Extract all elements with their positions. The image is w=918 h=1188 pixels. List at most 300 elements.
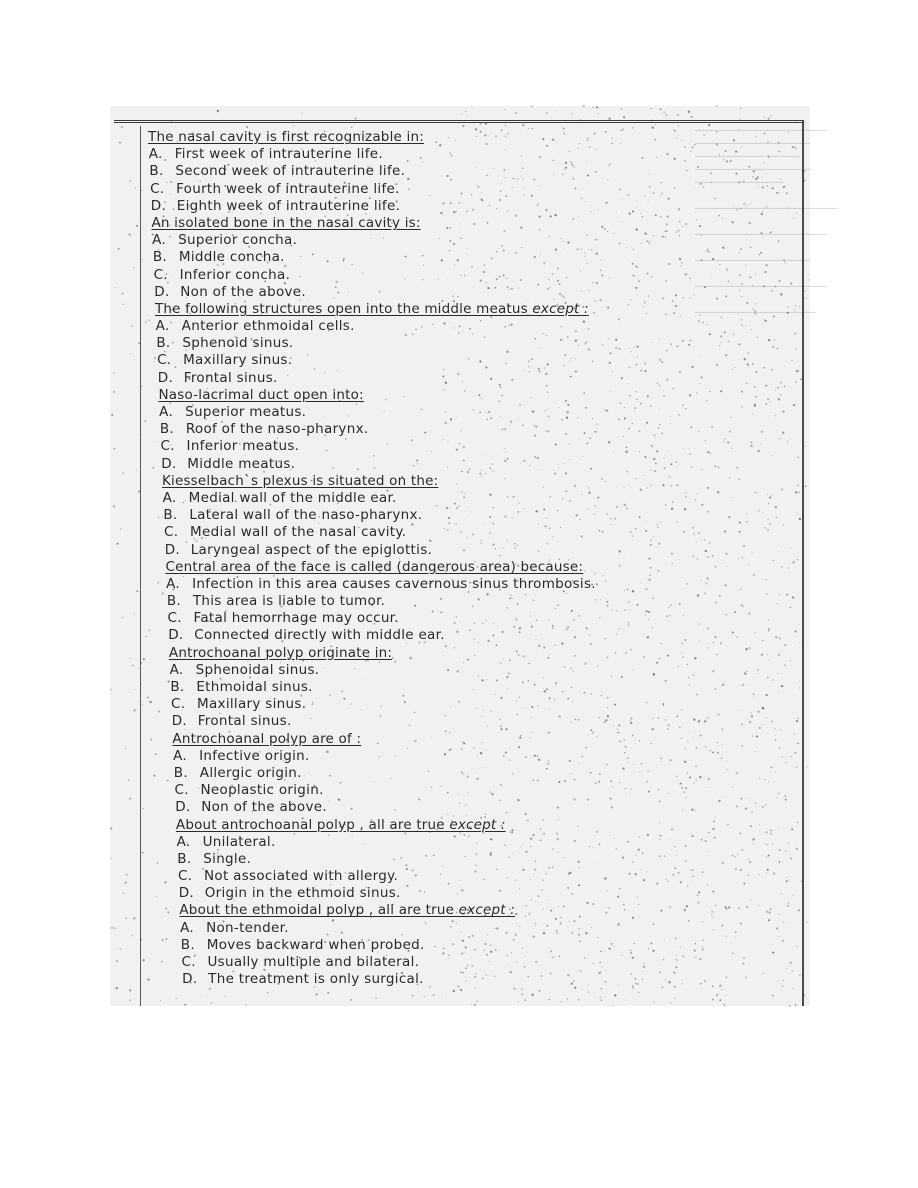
noise-dot — [771, 766, 773, 768]
noise-dot — [784, 664, 785, 665]
option-letter: C. — [164, 524, 179, 541]
option-letter: D. — [168, 627, 184, 644]
noise-dot — [480, 123, 482, 125]
answer-option — [151, 198, 708, 215]
noise-dot — [767, 654, 768, 655]
noise-dot — [521, 988, 523, 990]
noise-dot — [571, 113, 573, 115]
noise-dot — [141, 683, 142, 684]
noise-dot — [761, 725, 762, 726]
noise-dot — [738, 558, 739, 559]
question-text — [155, 301, 708, 318]
noise-dot — [806, 922, 807, 923]
noise-dot — [769, 524, 771, 526]
noise-dot — [795, 1004, 797, 1006]
answer-option — [168, 627, 708, 644]
noise-dot — [716, 654, 717, 655]
question-text — [172, 731, 708, 748]
noise-dot — [453, 990, 455, 992]
option-letter: C. — [181, 954, 196, 970]
noise-dot — [133, 267, 134, 268]
question-block — [148, 301, 708, 387]
noise-dot — [118, 248, 120, 250]
answer-option — [149, 146, 708, 163]
noise-dot — [714, 837, 716, 839]
noise-dot — [775, 506, 777, 508]
noise-dot — [754, 751, 755, 752]
noise-dot — [751, 899, 752, 900]
noise-dot — [761, 431, 763, 433]
option-text: Usually multiple and bilateral. — [207, 954, 420, 970]
noise-dot — [531, 994, 533, 996]
noise-dot — [744, 673, 746, 675]
option-text: Laryngeal aspect of the epiglottis. — [190, 541, 433, 558]
noise-dot — [779, 861, 781, 863]
noise-dot — [797, 514, 798, 515]
noise-dot — [776, 928, 778, 930]
question-emphasis: except : — [458, 902, 515, 919]
noise-dot — [504, 109, 505, 110]
noise-dot — [505, 125, 506, 126]
noise-dot — [767, 494, 768, 495]
noise-dot — [522, 124, 524, 126]
noise-dot — [120, 528, 121, 529]
noise-dot — [132, 935, 134, 937]
noise-dot — [762, 707, 764, 709]
option-list — [148, 232, 708, 301]
noise-dot — [765, 694, 767, 696]
option-letter: B. — [156, 335, 171, 352]
noise-dot — [715, 817, 716, 818]
noise-dot — [769, 912, 771, 914]
noise-dot — [316, 993, 318, 995]
noise-dot — [774, 728, 776, 730]
option-text: Frontal sinus. — [183, 369, 278, 386]
noise-dot — [424, 996, 425, 997]
scanned-page — [110, 106, 838, 1006]
noise-dot — [767, 869, 769, 871]
noise-dot — [717, 742, 718, 743]
option-list — [148, 404, 708, 473]
noise-dot — [144, 420, 146, 422]
noise-dot — [739, 522, 741, 524]
question-stem: Antrochoanal polyp are of : — [172, 730, 362, 747]
noise-dot — [175, 126, 176, 127]
noise-dot — [735, 868, 737, 870]
noise-dot — [217, 110, 219, 112]
noise-dot — [121, 126, 123, 128]
noise-dot — [781, 566, 782, 567]
noise-dot — [136, 225, 138, 227]
noise-dot — [761, 443, 762, 444]
answer-option — [154, 284, 708, 301]
option-list — [148, 146, 708, 215]
question-stem: Naso-lacrimal duct open into: — [158, 386, 364, 403]
noise-dot — [795, 491, 797, 493]
noise-dot — [567, 998, 569, 1000]
option-letter: B. — [149, 163, 164, 180]
question-block — [148, 387, 708, 473]
noise-dot — [724, 438, 726, 440]
noise-dot — [123, 893, 124, 894]
noise-dot — [670, 1002, 671, 1003]
noise-dot — [797, 718, 799, 720]
noise-dot — [756, 735, 758, 737]
option-text: Lateral wall of the naso-pharynx. — [189, 507, 423, 524]
noise-dot — [781, 985, 783, 987]
noise-dot — [625, 1000, 626, 1001]
option-text: Middle meatus. — [187, 455, 296, 472]
noise-dot — [113, 372, 115, 374]
answer-option — [177, 834, 708, 851]
noise-dot — [614, 994, 616, 996]
option-letter: B. — [152, 249, 168, 266]
noise-dot — [793, 895, 794, 896]
noise-dot — [726, 566, 727, 567]
option-letter: D. — [164, 541, 181, 558]
noise-dot — [777, 691, 778, 692]
noise-dot — [711, 426, 713, 428]
noise-dot — [719, 985, 721, 987]
noise-dot — [736, 467, 738, 469]
noise-dot — [476, 1001, 477, 1002]
answer-option — [175, 799, 708, 816]
noise-dot — [136, 590, 138, 592]
noise-dot — [778, 793, 780, 795]
noise-dot — [598, 113, 599, 114]
noise-dot — [721, 728, 723, 730]
noise-dot — [805, 445, 806, 446]
noise-dot — [779, 594, 780, 595]
noise-dot — [129, 234, 131, 236]
noise-dot — [795, 630, 797, 632]
noise-dot — [725, 584, 727, 586]
question-list — [148, 129, 708, 988]
noise-dot — [749, 647, 751, 649]
noise-dot — [750, 445, 752, 447]
noise-dot — [734, 856, 736, 858]
frame-right-border — [802, 120, 804, 1006]
noise-dot — [712, 891, 714, 893]
noise-dot — [778, 826, 779, 827]
noise-dot — [748, 859, 749, 860]
noise-dot — [753, 696, 754, 697]
noise-dot — [805, 485, 807, 487]
noise-dot — [462, 125, 464, 127]
option-text: Superior concha. — [178, 232, 298, 249]
noise-dot — [596, 106, 598, 108]
noise-dot — [754, 632, 755, 633]
noise-dot — [759, 874, 760, 875]
noise-dot — [778, 914, 779, 915]
question-block — [148, 559, 708, 645]
noise-dot — [465, 111, 466, 112]
noise-dot — [660, 108, 662, 110]
noise-dot — [782, 432, 784, 434]
noise-dot — [766, 872, 767, 873]
question-stem: The nasal cavity is first recognizable in: — [148, 129, 424, 145]
question-text — [169, 645, 708, 662]
noise-dot — [788, 567, 789, 568]
noise-dot — [747, 797, 748, 798]
answer-option — [166, 576, 708, 593]
noise-dot — [786, 968, 788, 970]
noise-dot — [785, 799, 787, 801]
noise-dot — [114, 927, 116, 929]
question-stem: An isolated bone in the nasal cavity is: — [151, 214, 421, 231]
noise-dot — [728, 516, 730, 518]
noise-dot — [779, 637, 781, 639]
noise-dot — [709, 542, 711, 544]
noise-dot — [768, 619, 769, 620]
option-text: Fatal hemorrhage may occur. — [193, 610, 399, 627]
answer-option — [181, 937, 708, 954]
answer-option — [181, 954, 708, 971]
answer-option — [171, 696, 708, 713]
answer-option — [172, 713, 708, 730]
noise-dot — [722, 862, 724, 864]
noise-dot — [779, 747, 780, 748]
noise-dot — [142, 259, 143, 260]
noise-dot — [745, 648, 747, 650]
option-text: Second week of intrauterine life. — [175, 163, 406, 180]
noise-dot — [763, 973, 764, 974]
noise-dot — [145, 321, 147, 323]
option-letter: D. — [157, 369, 174, 386]
noise-dot — [765, 831, 767, 833]
question-block — [148, 902, 708, 988]
noise-dot — [119, 141, 121, 143]
option-letter: B. — [159, 421, 174, 438]
noise-dot — [713, 916, 714, 917]
noise-dot — [775, 735, 776, 736]
noise-dot — [741, 745, 743, 747]
question-block — [148, 817, 708, 903]
option-text: Inferior concha. — [179, 266, 291, 283]
option-letter: A. — [159, 404, 174, 420]
noise-dot — [776, 797, 777, 798]
option-letter: A. — [173, 747, 187, 764]
noise-dot — [780, 438, 781, 439]
noise-dot — [785, 762, 786, 763]
noise-dot — [751, 715, 753, 717]
answer-option — [164, 524, 708, 541]
answer-option — [156, 335, 708, 352]
answer-option — [182, 971, 708, 988]
noise-dot — [770, 829, 772, 831]
noise-dot — [797, 822, 798, 823]
noise-dot — [351, 999, 352, 1000]
noise-dot — [125, 881, 127, 883]
option-text: Medial wall of the nasal cavity. — [190, 524, 407, 541]
noise-dot — [765, 717, 766, 718]
answer-option — [152, 232, 708, 249]
noise-dot — [767, 529, 769, 531]
noise-dot — [773, 872, 775, 874]
noise-dot — [467, 115, 468, 116]
option-list — [148, 920, 708, 989]
question-text — [162, 473, 708, 490]
noise-dot — [746, 513, 748, 515]
noise-dot — [638, 992, 640, 994]
noise-dot — [122, 304, 124, 306]
noise-dot — [592, 107, 593, 108]
noise-dot — [718, 467, 720, 469]
noise-dot — [129, 798, 131, 800]
noise-dot — [110, 828, 112, 830]
noise-dot — [717, 752, 719, 754]
noise-dot — [727, 824, 729, 826]
noise-dot — [114, 448, 116, 450]
noise-dot — [765, 804, 766, 805]
noise-dot — [741, 604, 743, 606]
noise-dot — [740, 589, 742, 591]
option-letter: D. — [182, 971, 198, 988]
option-text: Allergic origin. — [199, 764, 302, 781]
option-letter: A. — [176, 833, 191, 850]
option-text: First week of intrauterine life. — [174, 146, 383, 163]
answer-option — [149, 163, 708, 180]
noise-dot — [753, 843, 754, 844]
noise-dot — [732, 787, 733, 788]
option-text: Non-tender. — [206, 919, 289, 936]
noise-dot — [224, 995, 226, 997]
noise-dot — [740, 833, 741, 834]
option-letter: B. — [180, 936, 195, 953]
answer-option — [179, 885, 708, 902]
option-text: Unilateral. — [202, 833, 276, 850]
question-stem: The following structures open into the middle meatus — [154, 300, 533, 317]
option-letter: D. — [175, 799, 191, 816]
noise-dot — [799, 518, 801, 520]
noise-dot — [728, 906, 730, 908]
option-list — [148, 318, 708, 387]
option-letter: A. — [152, 232, 167, 249]
noise-dot — [739, 709, 740, 710]
noise-dot — [710, 453, 712, 455]
answer-option — [160, 421, 708, 438]
option-letter: A. — [162, 489, 177, 506]
noise-dot — [126, 874, 128, 876]
noise-dot — [125, 917, 127, 919]
noise-dot — [746, 521, 748, 523]
noise-dot — [712, 828, 714, 830]
noise-dot — [125, 748, 126, 749]
noise-dot — [653, 1001, 655, 1003]
answer-option — [170, 662, 708, 679]
noise-dot — [790, 857, 792, 859]
noise-dot — [736, 805, 738, 807]
noise-dot — [792, 988, 793, 989]
noise-dot — [753, 574, 755, 576]
noise-dot — [160, 1000, 161, 1001]
noise-dot — [766, 593, 768, 595]
noise-dot — [766, 579, 767, 580]
answer-option — [154, 267, 708, 284]
noise-dot — [731, 497, 732, 498]
option-text: Fourth week of intrauterine life. — [176, 180, 400, 197]
option-letter: D. — [150, 197, 167, 214]
noise-dot — [741, 849, 743, 851]
noise-dot — [796, 848, 798, 850]
answer-option — [174, 765, 708, 782]
option-letter: B. — [163, 507, 178, 524]
noise-dot — [246, 126, 248, 128]
option-letter: A. — [166, 575, 181, 592]
noise-dot — [779, 936, 780, 937]
question-text — [179, 902, 708, 919]
noise-dot — [460, 989, 462, 991]
noise-dot — [113, 505, 115, 507]
noise-dot — [578, 999, 580, 1001]
noise-dot — [770, 908, 772, 910]
noise-dot — [562, 127, 563, 128]
noise-dot — [716, 105, 718, 107]
noise-dot — [768, 919, 770, 921]
noise-dot — [781, 756, 782, 757]
answer-option — [175, 782, 709, 799]
noise-dot — [721, 797, 722, 798]
noise-dot — [729, 477, 730, 478]
noise-dot — [798, 624, 799, 625]
noise-dot — [784, 644, 786, 646]
option-text: Superior meatus. — [185, 404, 307, 420]
noise-dot — [743, 545, 745, 547]
answer-option — [180, 920, 708, 937]
noise-dot — [782, 940, 784, 942]
noise-dot — [786, 880, 788, 882]
noise-dot — [799, 642, 800, 643]
noise-dot — [143, 658, 145, 660]
noise-dot — [750, 712, 752, 714]
question-block — [148, 645, 708, 731]
noise-dot — [768, 630, 770, 632]
noise-dot — [790, 547, 791, 548]
noise-dot — [792, 596, 794, 598]
noise-dot — [731, 448, 732, 449]
noise-dot — [773, 560, 774, 561]
noise-dot — [771, 455, 772, 456]
option-letter: C. — [177, 868, 193, 885]
question-block — [148, 473, 708, 559]
noise-dot — [539, 990, 541, 992]
noise-dot — [293, 125, 295, 127]
answer-option — [150, 181, 708, 198]
noise-dot — [759, 727, 761, 729]
noise-dot — [748, 875, 749, 876]
noise-dot — [751, 811, 753, 813]
noise-dot — [133, 917, 135, 919]
option-text: Infection in this area causes cavernous sinus thrombosis. — [192, 575, 596, 592]
option-letter: A. — [169, 661, 184, 678]
noise-dot — [769, 496, 771, 498]
noise-dot — [116, 987, 118, 989]
noise-dot — [721, 925, 723, 927]
noise-dot — [666, 114, 668, 116]
noise-dot — [797, 742, 799, 744]
noise-dot — [560, 1001, 561, 1002]
noise-dot — [132, 665, 134, 667]
noise-dot — [721, 757, 723, 759]
noise-dot — [715, 601, 716, 602]
noise-dot — [712, 670, 714, 672]
noise-dot — [598, 107, 599, 108]
noise-dot — [792, 970, 794, 972]
question-block — [148, 129, 708, 215]
option-text: Moves backward when probed. — [206, 936, 425, 953]
noise-dot — [752, 735, 753, 736]
noise-dot — [740, 107, 742, 109]
